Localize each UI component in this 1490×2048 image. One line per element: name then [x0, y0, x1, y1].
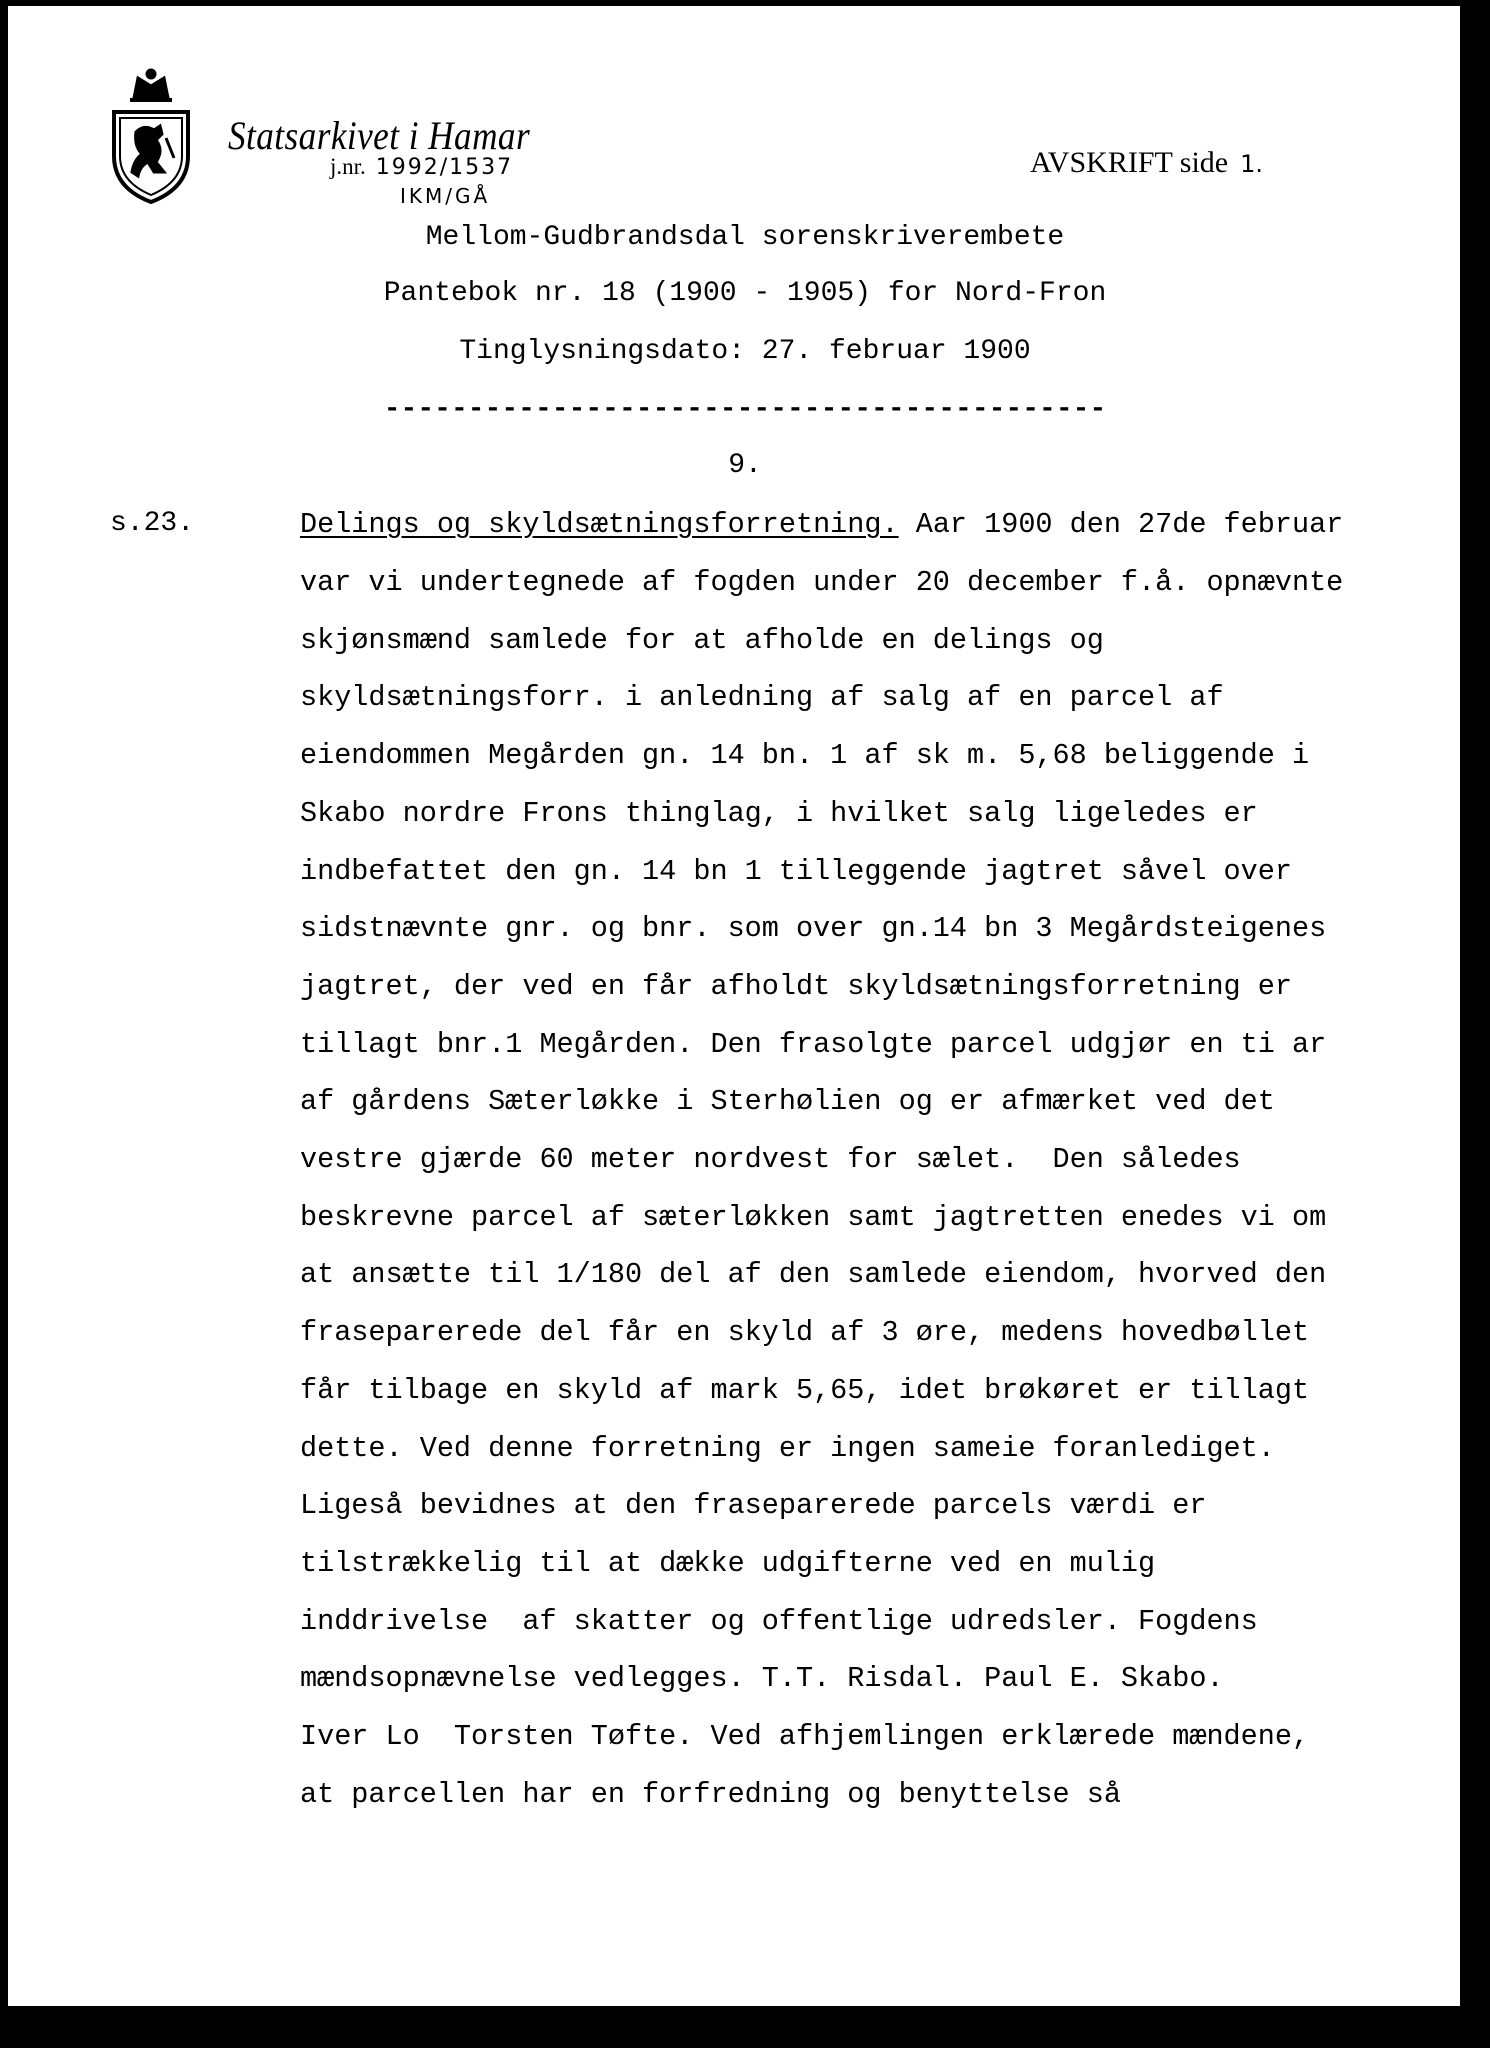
- office-title: Mellom-Gudbrandsdal sorenskriverembete: [425, 222, 1065, 253]
- entry-line: skjønsmænd samlede for at afholde en delings og: [300, 624, 1104, 657]
- transcript-page-label: [1030, 146, 1263, 180]
- entry-line: Ligeså bevidnes at den fraseparerede parcels værdi er: [300, 1489, 1207, 1522]
- archive-name: Statsarkivet i Hamar: [228, 113, 531, 158]
- entry-line: var vi undertegnede af fogden under 20 december f.å. opnævnte: [300, 566, 1344, 599]
- entry-line: tillagt bnr.1 Megården. Den frasolgte parcel udgjør en ti ar: [300, 1028, 1327, 1061]
- entry-line: inddrivelse af skatter og offentlige udredsler. Fogdens: [300, 1605, 1258, 1638]
- entry-line: eiendommen Megården gn. 14 bn. 1 af sk m. 5,68 beliggende i: [300, 739, 1310, 772]
- entry-line: tilstrækkelig til at dække udgifterne ved en mulig: [300, 1547, 1156, 1580]
- avskrift-page-number: 1.: [1240, 150, 1264, 178]
- jnr-label: j.nr.: [330, 154, 366, 179]
- entry-line: skyldsætningsforr. i anledning af salg af en parcel af: [300, 681, 1224, 714]
- entry-line: mændsopnævnelse vedlegges. T.T. Risdal. Paul E. Skabo.: [300, 1662, 1224, 1695]
- entry-line: fraseparerede del får en skyld af 3 øre, medens hovedbøllet: [300, 1316, 1310, 1349]
- entry-line: at parcellen har en forfredning og benyttelse så: [300, 1778, 1121, 1811]
- entry-line: indbefattet den gn. 14 bn 1 tilleggende jagtret såvel over: [300, 855, 1292, 888]
- registration-date: Tinglysningsdato: 27. februar 1900: [459, 336, 1031, 367]
- jnr-value: 1992/1537: [375, 155, 514, 180]
- entry-line: Iver Lo Torsten Tøfte. Ved afhjemlingen erklærede mændene,: [300, 1720, 1310, 1753]
- avskrift-label: AVSKRIFT side: [1030, 146, 1229, 179]
- entry-line: jagtret, der ved en får afholdt skyldsætningsforretning er: [300, 970, 1292, 1003]
- entry-heading: Delings og skyldsætningsforretning.: [300, 508, 899, 541]
- entry-line: af gårdens Sæterløkke i Sterhølien og er afmærket ved det: [300, 1085, 1275, 1118]
- reference-code: IKM/GÅ: [400, 184, 491, 208]
- coat-of-arms-icon: [104, 68, 198, 206]
- entry-line: får tilbage en skyld af mark 5,65, idet brøkøret er tillagt: [300, 1374, 1310, 1407]
- book-title: Pantebok nr. 18 (1900 - 1905) for Nord-Fron: [383, 278, 1107, 309]
- entry-line: at ansætte til 1/180 del af den samlede eiendom, hvorved den: [300, 1258, 1327, 1291]
- entry-first-line-text: Aar 1900 den 27de februar: [898, 508, 1344, 541]
- entry-line: beskrevne parcel af sæterløkken samt jagtretten enedes vi om: [300, 1201, 1327, 1234]
- divider-line: -------------------------------------------: [383, 394, 1107, 425]
- entry-line: Skabo nordre Frons thinglag, i hvilket salg ligeledes er: [300, 797, 1258, 830]
- entry-line: sidstnævnte gnr. og bnr. som over gn.14 bn 3 Megårdsteigenes: [300, 912, 1327, 945]
- margin-page-reference: s.23.: [110, 508, 195, 539]
- entry-first-line: [300, 508, 1343, 541]
- journal-number: [330, 154, 513, 180]
- entry-line: vestre gjærde 60 meter nordvest for sælet. Den således: [300, 1143, 1241, 1176]
- entry-line: dette. Ved denne forretning er ingen sameie foranlediget.: [300, 1432, 1275, 1465]
- entry-number: 9.: [728, 450, 762, 481]
